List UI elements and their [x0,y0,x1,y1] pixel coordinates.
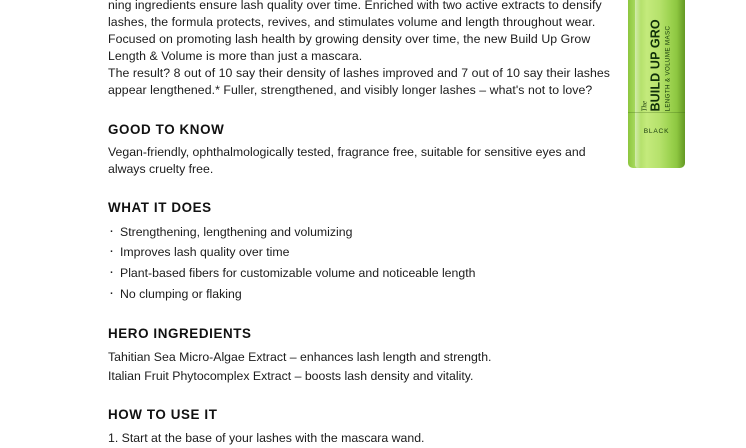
list-item: · Plant-based fibers for customizable volume and noticeable length [108,263,613,284]
section-what-it-does [108,200,613,304]
section-heading-hero-ingredients: HERO INGREDIENTS [108,326,252,342]
section-good-to-know [108,122,613,178]
intro-paragraph-1: ning ingredients ensure lash quality over time. Enriched with two active extracts to densify lashes, the formula protects, revives, and stimulates volume and length throughout wear. Focused on promoting lash health by growing density over time, the new Build Up Grow Length & Volume is more than just a mascara. [108,0,602,64]
document-content [108,0,613,448]
list-item: · No clumping or flaking [108,284,613,305]
product-shade-label: BLACK [643,128,670,135]
intro-paragraph-2: The result? 8 out of 10 say their density of lashes improved and 7 out of 10 say their lashes appear lengthened.* Fuller, strengthened, and visibly longer lashes – what's not to love? [108,66,610,98]
how-to-use-list [108,429,613,448]
ingredient-line: Tahitian Sea Micro-Algae Extract – enhances lash length and strength. [108,350,492,365]
product-subtitle: LENGTH & VOLUME MASC [664,25,672,112]
section-heading-good-to-know: GOOD TO KNOW [108,121,225,137]
section-heading-what-it-does: WHAT IT DOES [108,199,212,215]
list-item: · Improves lash quality over time [108,242,613,263]
list-item: · Strengthening, lengthening and volumizing [108,222,613,243]
section-body-good-to-know: Vegan-friendly, ophthalmologically tested, fragrance free, suitable for sensitive eyes and always cruelty free. [108,144,586,176]
list-item: 1. Start at the base of your lashes with the mascara wand. [108,431,425,446]
section-how-to-use-it [108,407,613,448]
what-it-does-list [108,222,613,304]
product-title: BUILD UP GRO [648,19,663,112]
section-hero-ingredients [108,326,613,385]
tube-label [629,0,686,116]
product-image-mascara-tube [628,0,685,168]
section-heading-how-to-use-it: HOW TO USE IT [108,407,218,423]
ingredient-line: Italian Fruit Phytocomplex Extract – boosts lash density and vitality. [108,368,474,383]
product-brand-mark: The [640,101,649,112]
